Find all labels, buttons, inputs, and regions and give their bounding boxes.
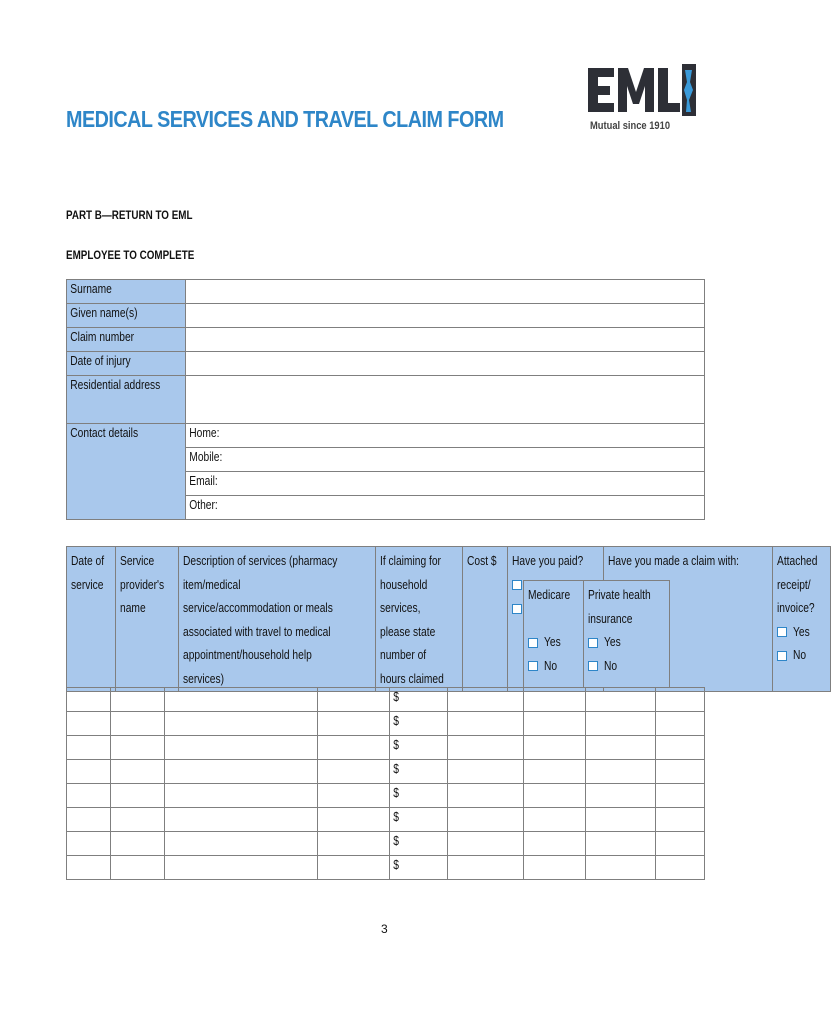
cost-dollar-sign: $ bbox=[393, 834, 400, 848]
cost-dollar-sign: $ bbox=[393, 690, 400, 704]
receipt-yes-checkbox[interactable] bbox=[777, 627, 787, 637]
paid-cell[interactable] bbox=[448, 808, 524, 832]
medicare-cell[interactable] bbox=[524, 856, 586, 880]
header-provider-name: Service provider's name bbox=[116, 547, 179, 692]
header-claim-made-with: Have you made a claim with: bbox=[604, 547, 773, 692]
table-row bbox=[67, 760, 705, 784]
receipt-cell[interactable] bbox=[656, 832, 705, 856]
receipt-cell[interactable] bbox=[656, 784, 705, 808]
employee-details-table bbox=[66, 279, 705, 520]
table-row bbox=[67, 736, 705, 760]
receipt-cell[interactable] bbox=[656, 808, 705, 832]
contact-other-field[interactable]: Other: bbox=[185, 496, 704, 520]
address-field[interactable] bbox=[185, 376, 704, 424]
cost-cell[interactable] bbox=[390, 856, 448, 880]
date-cell[interactable] bbox=[67, 688, 111, 712]
paid-cell[interactable] bbox=[448, 688, 524, 712]
paid-cell[interactable] bbox=[448, 784, 524, 808]
date-cell[interactable] bbox=[67, 856, 111, 880]
provider-cell[interactable] bbox=[110, 808, 164, 832]
cost-dollar-sign: $ bbox=[393, 786, 400, 800]
cost-dollar-sign: $ bbox=[393, 738, 400, 752]
receipt-cell[interactable] bbox=[656, 856, 705, 880]
cost-dollar-sign: $ bbox=[393, 714, 400, 728]
header-description: Description of services (pharmacy item/medical service/accommodation or meals associated with travel to medical appointment/household help services) bbox=[179, 547, 376, 692]
description-cell[interactable] bbox=[164, 784, 317, 808]
private-yes-checkbox[interactable] bbox=[588, 638, 598, 648]
date-cell[interactable] bbox=[67, 712, 111, 736]
surname-field[interactable] bbox=[185, 280, 704, 304]
claim-number-field[interactable] bbox=[185, 328, 704, 352]
description-cell[interactable] bbox=[164, 736, 317, 760]
medicare-yes-checkbox[interactable] bbox=[528, 638, 538, 648]
private-no-checkbox[interactable] bbox=[588, 661, 598, 671]
paid-cell[interactable] bbox=[448, 856, 524, 880]
table-row bbox=[67, 808, 705, 832]
table-row bbox=[67, 784, 705, 808]
provider-cell[interactable] bbox=[110, 784, 164, 808]
form-title: MEDICAL SERVICES AND TRAVEL CLAIM FORM bbox=[66, 106, 504, 132]
cost-dollar-sign: $ bbox=[393, 762, 400, 776]
header-medicare: Medicare Yes No bbox=[524, 581, 584, 688]
eml-logo-mark bbox=[588, 60, 698, 120]
hours-cell[interactable] bbox=[317, 712, 390, 736]
receipt-no-option[interactable]: No bbox=[777, 648, 809, 662]
header-cost: Cost $ bbox=[463, 547, 508, 692]
medicare-no-checkbox[interactable] bbox=[528, 661, 538, 671]
cost-cell[interactable] bbox=[390, 784, 448, 808]
private-health-cell[interactable] bbox=[586, 688, 656, 712]
paid-cell[interactable] bbox=[448, 760, 524, 784]
contact-mobile-field[interactable]: Mobile: bbox=[185, 448, 704, 472]
description-cell[interactable] bbox=[164, 856, 317, 880]
logo-tagline: Mutual since 1910 bbox=[590, 120, 671, 132]
receipt-no-checkbox[interactable] bbox=[777, 651, 787, 661]
provider-cell[interactable] bbox=[110, 856, 164, 880]
medicare-cell[interactable] bbox=[524, 712, 586, 736]
private-health-cell[interactable] bbox=[586, 808, 656, 832]
description-cell[interactable] bbox=[164, 760, 317, 784]
description-cell[interactable] bbox=[164, 808, 317, 832]
medicare-yes-option[interactable]: Yes bbox=[528, 635, 564, 649]
surname-label: Surname bbox=[67, 280, 186, 304]
receipt-cell[interactable] bbox=[656, 760, 705, 784]
provider-cell[interactable] bbox=[110, 688, 164, 712]
date-cell[interactable] bbox=[67, 808, 111, 832]
header-attached-receipt: Attached receipt/ invoice? Yes No bbox=[773, 547, 831, 692]
provider-cell[interactable] bbox=[110, 712, 164, 736]
private-health-cell[interactable] bbox=[586, 856, 656, 880]
medicare-no-option[interactable]: No bbox=[528, 659, 560, 673]
receipt-cell[interactable] bbox=[656, 736, 705, 760]
date-cell[interactable] bbox=[67, 784, 111, 808]
private-health-cell[interactable] bbox=[586, 736, 656, 760]
table-row bbox=[67, 832, 705, 856]
contact-home-field[interactable]: Home: bbox=[185, 424, 704, 448]
description-cell[interactable] bbox=[164, 832, 317, 856]
hours-cell[interactable] bbox=[317, 808, 390, 832]
cost-cell[interactable] bbox=[390, 712, 448, 736]
claim-rows bbox=[66, 687, 705, 880]
table-row bbox=[67, 712, 705, 736]
private-health-cell[interactable] bbox=[586, 712, 656, 736]
description-cell[interactable] bbox=[164, 712, 317, 736]
eml-logo bbox=[588, 60, 698, 138]
receipt-cell[interactable] bbox=[656, 688, 705, 712]
medicare-cell[interactable] bbox=[524, 832, 586, 856]
receipt-yes-option[interactable]: Yes bbox=[777, 625, 813, 639]
header-date-of-service: Date of service bbox=[67, 547, 116, 692]
private-health-cell[interactable] bbox=[586, 760, 656, 784]
medicare-cell[interactable] bbox=[524, 688, 586, 712]
claim-with-subheader bbox=[523, 580, 670, 688]
medicare-cell[interactable] bbox=[524, 760, 586, 784]
claim-number-label: Claim number bbox=[67, 328, 186, 352]
medicare-cell[interactable] bbox=[524, 736, 586, 760]
paid-cell[interactable] bbox=[448, 712, 524, 736]
provider-cell[interactable] bbox=[110, 760, 164, 784]
contact-email-field[interactable]: Email: bbox=[185, 472, 704, 496]
cost-cell[interactable] bbox=[390, 808, 448, 832]
medicare-cell[interactable] bbox=[524, 784, 586, 808]
claims-table bbox=[66, 546, 831, 692]
contact-details-label: Contact details bbox=[67, 424, 186, 520]
section-label: EMPLOYEE TO COMPLETE bbox=[66, 248, 195, 262]
part-label: PART B—RETURN TO EML bbox=[66, 208, 193, 222]
description-cell[interactable] bbox=[164, 688, 317, 712]
cost-cell[interactable] bbox=[390, 688, 448, 712]
receipt-cell[interactable] bbox=[656, 712, 705, 736]
private-health-cell[interactable] bbox=[586, 832, 656, 856]
date-of-injury-label: Date of injury bbox=[67, 352, 186, 376]
address-label: Residential address bbox=[67, 376, 186, 424]
hours-cell[interactable] bbox=[317, 760, 390, 784]
provider-cell[interactable] bbox=[110, 832, 164, 856]
table-row bbox=[67, 856, 705, 880]
medicare-cell[interactable] bbox=[524, 808, 586, 832]
paid-cell[interactable] bbox=[448, 736, 524, 760]
given-names-label: Given name(s) bbox=[67, 304, 186, 328]
private-yes-option[interactable]: Yes bbox=[588, 635, 624, 649]
header-have-you-paid: Have you paid? bbox=[508, 547, 604, 692]
paid-no-checkbox[interactable] bbox=[512, 604, 522, 614]
header-private-health: Private health insurance Yes No bbox=[584, 581, 669, 688]
given-names-field[interactable] bbox=[185, 304, 704, 328]
paid-yes-checkbox[interactable] bbox=[512, 580, 522, 590]
hours-cell[interactable] bbox=[317, 784, 390, 808]
date-of-injury-field[interactable] bbox=[185, 352, 704, 376]
table-row bbox=[67, 688, 705, 712]
hours-cell[interactable] bbox=[317, 832, 390, 856]
cost-cell[interactable] bbox=[390, 760, 448, 784]
private-health-cell[interactable] bbox=[586, 784, 656, 808]
cost-cell[interactable] bbox=[390, 832, 448, 856]
date-cell[interactable] bbox=[67, 736, 111, 760]
private-no-option[interactable]: No bbox=[588, 659, 620, 673]
header-hours-claimed: If claiming for household services, please state number of hours claimed bbox=[376, 547, 463, 692]
page-number: 3 bbox=[381, 922, 388, 936]
cost-dollar-sign: $ bbox=[393, 810, 400, 824]
date-cell[interactable] bbox=[67, 832, 111, 856]
hours-cell[interactable] bbox=[317, 736, 390, 760]
hours-cell[interactable] bbox=[317, 856, 390, 880]
paid-cell[interactable] bbox=[448, 832, 524, 856]
hours-cell[interactable] bbox=[317, 688, 390, 712]
provider-cell[interactable] bbox=[110, 736, 164, 760]
cost-dollar-sign: $ bbox=[393, 858, 400, 872]
date-cell[interactable] bbox=[67, 760, 111, 784]
cost-cell[interactable] bbox=[390, 736, 448, 760]
